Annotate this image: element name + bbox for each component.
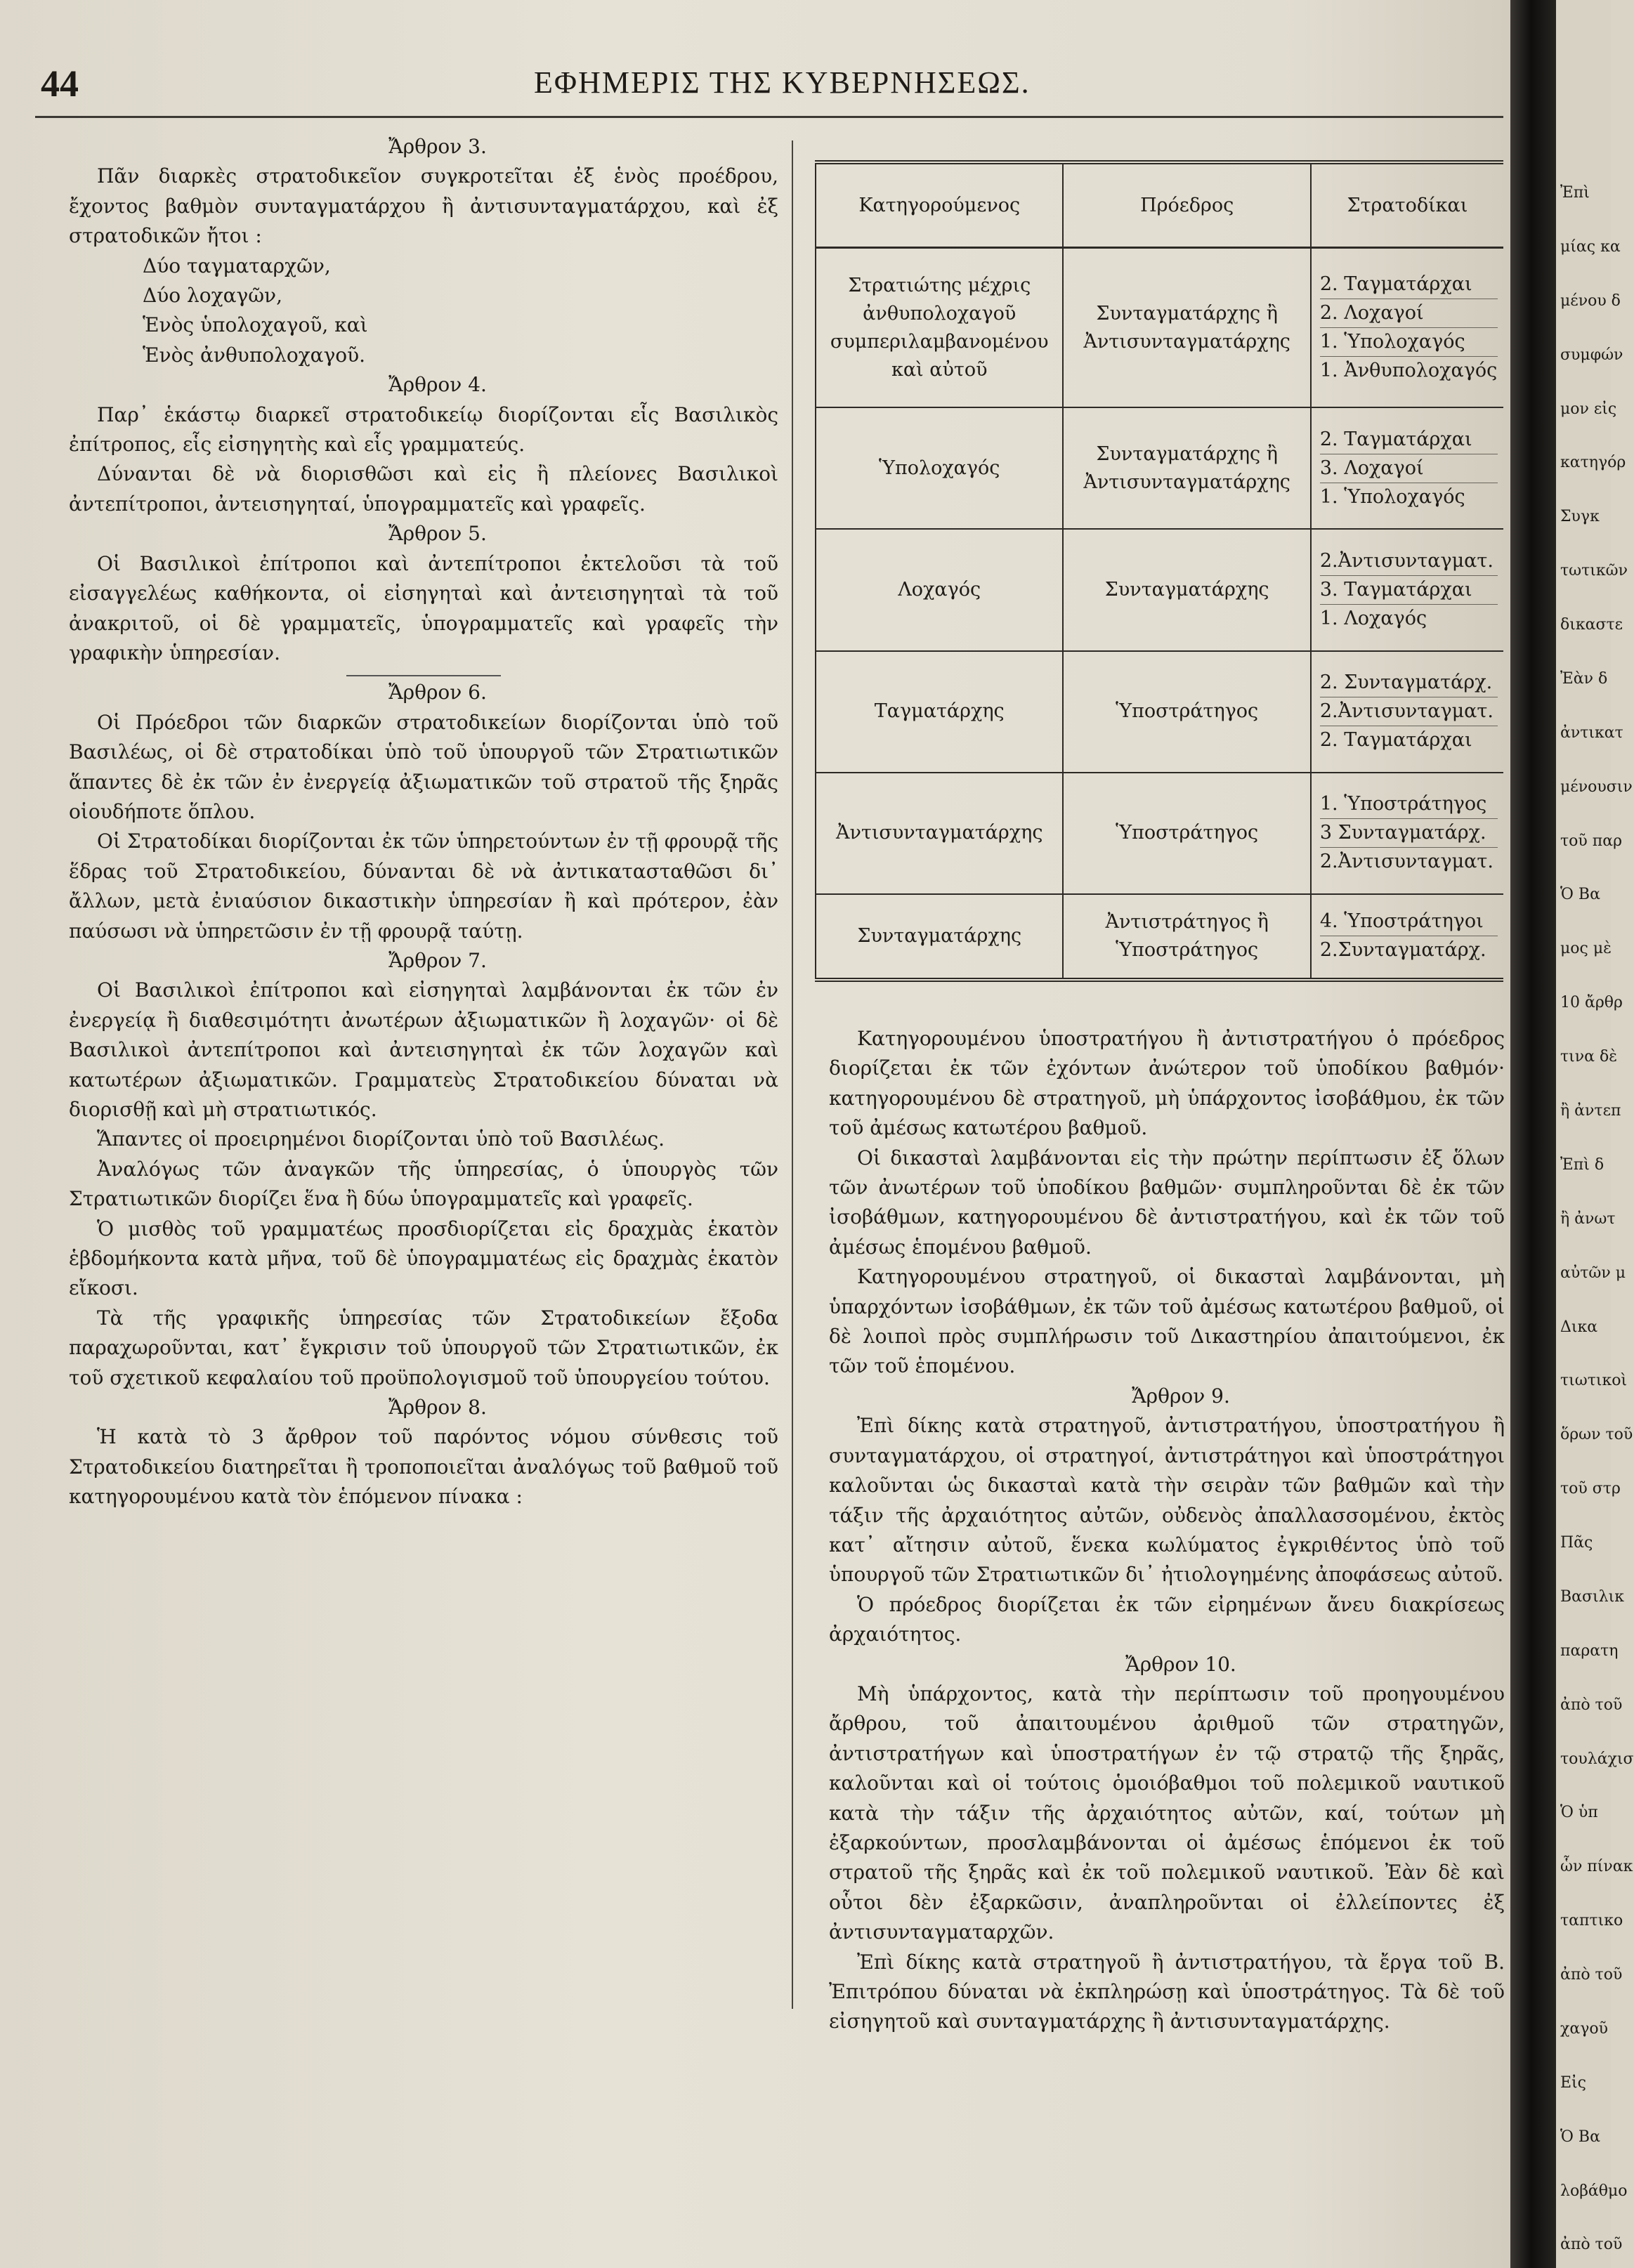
cell-accused: Ἀντισυνταγματάρχης [816,773,1063,894]
next-page-fragment: Ὁ Βα [1560,2128,1600,2146]
next-page-fragment: Ἐπὶ δ [1560,1156,1604,1174]
judge-entry: 2.Συνταγματάρχ. [1319,939,1486,962]
judge-entry: 2.Ἀντισυνταγματ. [1320,547,1498,576]
table-row [816,248,1503,408]
newspaper-title: ΕΦΗΜΕΡΙΣ ΤΗΣ ΚΥΒΕΡΝΗΣΕΩΣ. [534,65,1031,100]
cell-president: Ὑποστράτηγος [1063,773,1310,894]
cell-accused: Στρατιώτης μέχρις ἀνθυπολοχαγοῦ συμπεριλαμβανομένου καὶ αὐτοῦ [816,248,1063,408]
article-10-text-1: Μὴ ὑπάρχοντος, κατὰ τὴν περίπτωσιν τοῦ προηγουμένου ἄρθρου, τοῦ ἀπαιτουμένου ἀριθμοῦ τῶν στρατηγῶν, ἀντιστρατήγων καὶ ὑποστρατήγων ἐν τῷ στρατῷ τῆς ξηρᾶς, καλοῦνται καὶ οἱ τούτοις ὁμοιόβαθμοι τοῦ πολεμικοῦ ναυτικοῦ κατὰ τὴν τάξιν τῆς ἀρχαιότητος αὐτῶν, καί, τούτων μὴ ἐξαρκούντων, προσλαμβάνονται οἱ ἀμέσως ἑπόμενοι ἐκ τοῦ στρατοῦ τῆς ξηρᾶς καὶ ἐκ τοῦ πολεμικοῦ ναυτικοῦ. Ἐὰν δὲ καὶ οὗτοι δὲν ἐξαρκῶσιν, ἀναπληροῦνται οἱ ἐλλείποντες ἐξ ἀντισυνταγματαρχῶν. [829,1682,1505,1944]
header-president: Πρόεδρος [1063,162,1310,248]
table-row [816,773,1503,894]
next-page-fragment: μένου δ [1560,292,1621,310]
court-composition-list [69,251,778,371]
article-4-text-1: Παρ᾽ ἑκάστῳ διαρκεῖ στρατοδικείῳ διορίζονται εἷς Βασιλικὸς ἐπίτροπος, εἷς εἰσηγητὴς καὶ εἷς γραμματεύς. [69,402,778,457]
header-accused: Κατηγορούμενος [816,162,1063,248]
next-page-fragment: Ἐὰν δ [1560,670,1608,688]
header-rule [35,116,1503,118]
next-page-fragment: δικαστε [1560,616,1623,634]
next-page-edge [1556,0,1634,2268]
next-page-fragment: τοῦ παρ [1560,832,1623,850]
left-column [69,132,778,1512]
article-8-cont-text-2: Οἱ δικασταὶ λαμβάνονται εἰς τὴν πρώτην περίπτωσιν ἐξ ὅλων τῶν ἀνωτέρων τοῦ ὑποδίκου βαθμῶν· συμπληροῦνται δὲ ἐκ τῶν ἰσοβάθμων, κατηγορουμένου δὲ ἀντιστρατήγου, καὶ ἐκ τῶν τοῦ ἀμέσως ἑπομένου βαθμοῦ. [829,1146,1505,1259]
judge-entry: 4. Ὑποστράτηγοι [1320,907,1498,936]
table-row [816,894,1503,980]
next-page-fragment: παρατη [1560,1642,1619,1660]
judge-entry: 1. Ἀνθυπολοχαγός [1319,360,1498,382]
next-page-fragment: ἢ ἀνωτ [1560,1210,1616,1228]
list-item: Δύο λοχαγῶν, [143,284,282,308]
cell-president: Ὑποστράτηγος [1063,651,1310,773]
next-page-fragment: συμφών [1560,346,1623,364]
cell-judges [1311,529,1503,650]
article-8-text: Ἡ κατὰ τὸ 3 ἄρθρον τοῦ παρόντος νόμου σύνθεσις τοῦ Στρατοδικείου διατηρεῖται ἢ τροποποιεῖται ἀναλόγως τοῦ βαθμοῦ τοῦ κατηγορουμένου κατὰ τὸν ἑπόμενον πίνακα : [69,1425,778,1509]
article-7-text-2: Ἅπαντες οἱ προειρημένοι διορίζονται ὑπὸ τοῦ Βασιλέως. [97,1127,665,1151]
judge-entry: 2. Ταγματάρχαι [1319,729,1472,752]
cell-judges [1311,894,1503,980]
article-6-heading: Ἄρθρον 6. [388,681,487,704]
next-page-fragment: ὧν πίνακ [1560,1858,1633,1875]
judge-entry: 2. Ταγματάρχαι [1320,426,1498,454]
article-6-text-1: Οἱ Πρόεδροι τῶν διαρκῶν στρατοδικείων διορίζονται ὑπὸ τοῦ Βασιλέως, οἱ δὲ στρατοδίκαι ὑπὸ τοῦ ὑπουργοῦ τῶν Στρατιωτικῶν ἅπαντες δὲ ἐκ τῶν ἐν ἐνεργείᾳ ἀξιωματικῶν τοῦ στρατοῦ τῆς ξηρᾶς οἱουδήποτε ὅπλου. [69,710,778,823]
judge-entry: 1. Ὑποστράτηγος [1320,790,1498,819]
article-10-text-2: Ἐπὶ δίκης κατὰ στρατηγοῦ ἢ ἀντιστρατήγου, τὰ ἔργα τοῦ Β. Ἐπιτρόπου δύναται νὰ ἐκπληρώσῃ καὶ ὑποστράτηγος. Τὰ δὲ τοῦ εἰσηγητοῦ καὶ συνταγματάρχης ἢ ἀντισυνταγματάρχης. [829,1950,1505,2033]
next-page-fragment: Ἐπὶ [1560,184,1590,202]
judge-entry: 3. Λοχαγοί [1320,454,1498,483]
cell-accused: Συνταγματάρχης [816,894,1063,980]
next-page-fragment: Συγκ [1560,508,1600,525]
next-page-fragment: τουλάχισ [1560,1750,1634,1768]
next-page-fragment: Ὁ Βα [1560,886,1600,903]
cell-president: Συνταγματάρχης ἢ Ἀντισυνταγματάρχης [1063,248,1310,408]
next-page-fragment: Βασιλικ [1560,1588,1624,1606]
next-page-fragment: μίας κα [1560,238,1621,256]
next-page-fragment: ἀπὸ τοῦ [1560,2236,1623,2253]
next-page-fragment: χαγοῦ [1560,2020,1608,2038]
article-5-text: Οἱ Βασιλικοὶ ἐπίτροποι καὶ ἀντεπίτροποι ἐκτελοῦσι τὰ τοῦ εἰσαγγελέως καθήκοντα, οἱ εἰσηγηταὶ καὶ ἀντεισηγηταὶ τὰ τοῦ ἀνακριτοῦ, οἱ δὲ γραμματεῖς, ὑπογραμματεῖς καὶ γραφεῖς τὴν γραφικὴν ὑπηρεσίαν. [69,551,778,664]
cell-judges [1311,773,1503,894]
next-page-fragment: κατηγόρ [1560,454,1626,471]
next-page-fragment: μον εἰς [1560,400,1617,418]
list-item: Ἑνὸς ἀνθυπολοχαγοῦ. [143,343,366,367]
article-9-text-1: Ἐπὶ δίκης κατὰ στρατηγοῦ, ἀντιστρατήγου, ὑποστρατήγου ἢ συνταγματάρχου, οἱ στρατηγοί, ἀντιστράτηγοι καὶ ὑποστράτηγοι καλοῦνται ὡς δικασταὶ κατὰ τὴν σειρὰν τῶν βαθμῶν καὶ τὴν τάξιν τῆς ἀρχαιότητος αὐτῶν, οὐδενὸς ἀπαλλασσομένου, ἐκτὸς κατ᾽ αἴτησιν αὐτοῦ, ἕνεκα κωλύματος ἐγκριθέντος ὑπὸ τοῦ ὑπουργοῦ τῶν Στρατιωτικῶν δι᾽ ἠτιολογημένης ἀποφάσεως αὐτοῦ. [829,1414,1505,1587]
list-item: Ἑνὸς ὑπολοχαγοῦ, καὶ [143,313,368,337]
right-column [829,1024,1505,2037]
next-page-fragment: Ὁ ὑπ [1560,1804,1598,1821]
next-page-fragment: ἀπὸ τοῦ [1560,1696,1623,1714]
list-item: Δύο ταγματαρχῶν, [143,254,331,277]
judge-entry: 1. Ὑπολοχαγός [1320,328,1498,357]
table-header-row [816,162,1503,248]
article-8-cont-text-1: Κατηγορουμένου ὑποστρατήγου ἢ ἀντιστρατήγου ὁ πρόεδρος διορίζεται ἐκ τῶν ἐχόντων ἀνώτερον τοῦ ὑποδίκου βαθμόν· κατηγορουμένου δὲ στρατηγοῦ, μὴ ὑπάρχοντος ἰσοβάθμου, ἐκ τῶν τοῦ ἀμέσως κατωτέρου βαθμοῦ. [829,1027,1505,1140]
judge-entry: 2. Ταγματάρχαι [1320,270,1498,299]
article-3-text: Πᾶν διαρκὲς στρατοδικεῖον συγκροτεῖται ἐξ ἑνὸς προέδρου, ἔχοντος βαθμὸν συνταγματάρχου ἢ ἀντισυνταγματάρχου, καὶ ἐξ στρατοδικῶν ἤτοι : [69,164,778,248]
cell-judges [1311,651,1503,773]
judge-entry: 1. Λοχαγός [1319,607,1427,629]
cell-president: Συνταγματάρχης ἢ Ἀντισυνταγματάρχης [1063,407,1310,529]
article-7-text-5: Τὰ τῆς γραφικῆς ὑπηρεσίας τῶν Στρατοδικείων ἔξοδα παραχωροῦνται, κατ᾽ ἔγκρισιν τοῦ ὑπουργοῦ τῶν Στρατιωτικῶν, ἐκ τοῦ σχετικοῦ κεφαλαίου τοῦ προϋπολογισμοῦ τοῦ ὑπουργείου τούτου. [69,1306,778,1389]
article-3-heading: Ἄρθρον 3. [388,135,487,158]
article-7-text-3: Ἀναλόγως τῶν ἀναγκῶν τῆς ὑπηρεσίας, ὁ ὑπουργὸς τῶν Στρατιωτικῶν διορίζει ἕνα ἢ δύω ὑπογραμματεῖς καὶ γραφεῖς. [69,1157,778,1211]
article-8-heading: Ἄρθρον 8. [388,1396,487,1420]
judge-entry: 1. Ὑπολοχαγός [1319,485,1465,508]
next-page-fragment: ἢ ἀντεπ [1560,1102,1621,1120]
next-page-fragment: ταπτικο [1560,1912,1623,1929]
judge-entry: 2.Ἀντισυνταγματ. [1319,851,1494,873]
article-7-heading: Ἄρθρον 7. [388,948,487,972]
table-row [816,529,1503,650]
column-divider [792,140,793,2009]
article-9-heading: Ἄρθρον 9. [1132,1384,1230,1408]
article-7-text-1: Οἱ Βασιλικοὶ ἐπίτροποι καὶ εἰσηγηταὶ λαμβάνονται ἐκ τῶν ἐν ἐνεργείᾳ ἢ διαθεσιμότητι ἀνωτέρων ἀξιωματικῶν ἢ λοχαγῶν· οἱ δὲ Βασιλικοὶ ἀντεπίτροποι καὶ ἀντεισηγηταὶ ἐκ τῶν λοχαγῶν καὶ κατωτέρων ἀξιωματικῶν. Γραμματεὺς Στρατοδικείου δύναται νὰ διορισθῇ καὶ μὴ στρατιωτικός. [69,978,778,1121]
next-page-fragment: ἀντικατ [1560,724,1623,742]
next-page-fragment: ἀπὸ τοῦ [1560,1966,1623,1984]
cell-president: Συνταγματάρχης [1063,529,1310,650]
table-row [816,407,1503,529]
article-9-text-2: Ὁ πρόεδρος διορίζεται ἐκ τῶν εἰρημένων ἄνευ διακρίσεως ἀρχαιότητος. [829,1592,1505,1646]
next-page-fragment: Δικα [1560,1318,1598,1336]
next-page-fragment: μος μὲ [1560,940,1612,957]
article-10-heading: Ἄρθρον 10. [1125,1652,1236,1676]
next-page-fragment: Πᾶς [1560,1534,1593,1552]
judge-entry: 3. Ταγματάρχαι [1320,576,1498,605]
book-gutter [1510,0,1556,2268]
article-7-text-4: Ὁ μισθὸς τοῦ γραμματέως προσδιορίζεται εἰς δραχμὰς ἑκατὸν ἑβδομήκοντα κατὰ μῆνα, τοῦ δὲ ὑπογραμματέως εἰς δραχμὰς ἑκατὸν εἴκοσι. [69,1217,778,1300]
court-composition-table [815,160,1503,982]
article-6-text-2: Οἱ Στρατοδίκαι διορίζονται ἐκ τῶν ὑπηρετούντων ἐν τῇ φρουρᾷ τῆς ἕδρας τοῦ Στρατοδικείου, δύνανται δὲ νὰ ἀντικατασταθῶσι δι᾽ ἄλλων, μετὰ ἐνιαύσιον δικαστικὴν ὑπηρεσίαν ἢ καὶ πρότερον, ἐὰν παύσωσι νὰ ὑπηρετῶσιν ἐν τῇ φρουρᾷ ταύτῃ. [69,830,778,943]
page-number: 44 [41,63,79,105]
article-4-heading: Ἄρθρον 4. [388,373,487,397]
next-page-fragment: ὅρων τοῦ [1560,1426,1633,1443]
cell-judges [1311,407,1503,529]
next-page-fragment: τοῦ στρ [1560,1480,1621,1497]
article-4-text-2: Δύνανται δὲ νὰ διορισθῶσι καὶ εἰς ἢ πλείονες Βασιλικοὶ ἀντεπίτροποι, ἀντεισηγηταί, ὑπογραμματεῖς καὶ γραφεῖς. [69,462,778,516]
judge-entry: 2. Λοχαγοί [1320,299,1498,328]
next-page-fragment: τινα δὲ [1560,1048,1618,1066]
article-5-heading: Ἄρθρον 5. [388,522,487,546]
section-divider [346,675,501,676]
table-row [816,651,1503,773]
article-8-cont-text-3: Κατηγορουμένου στρατηγοῦ, οἱ δικασταὶ λαμβάνονται, μὴ ὑπαρχόντων ἰσοβάθμων, ἐκ τῶν τοῦ ἀμέσως κατωτέρου βαθμοῦ, οἱ δὲ λοιποὶ πρὸς συμπλήρωσιν τοῦ Δικαστηρίου ἀπαιτούμενοι, ἐκ τῶν τοῦ ἑπομένου. [829,1265,1505,1378]
next-page-fragment: Εἰς [1560,2074,1587,2092]
cell-accused: Ὑπολοχαγός [816,407,1063,529]
next-page-fragment: τιωτικοὶ [1560,1372,1628,1389]
next-page-fragment: λοβάθμο [1560,2182,1628,2200]
cell-judges [1311,248,1503,408]
next-page-fragment: τωτικῶν [1560,562,1628,579]
judge-entry: 3 Συνταγματάρχ. [1320,819,1498,848]
header-judges: Στρατοδίκαι [1311,162,1503,248]
cell-accused: Λοχαγός [816,529,1063,650]
next-page-fragment: αὐτῶν μ [1560,1264,1626,1282]
judge-entry: 2. Συνταγματάρχ. [1320,669,1498,697]
judge-entry: 2.Ἀντισυνταγματ. [1320,697,1498,726]
cell-president: Ἀντιστράτηγος ἢ Ὑποστράτηγος [1063,894,1310,980]
cell-accused: Ταγματάρχης [816,651,1063,773]
next-page-fragment: μένουσιν [1560,778,1633,796]
next-page-fragment: 10 ἄρθρ [1560,994,1623,1011]
